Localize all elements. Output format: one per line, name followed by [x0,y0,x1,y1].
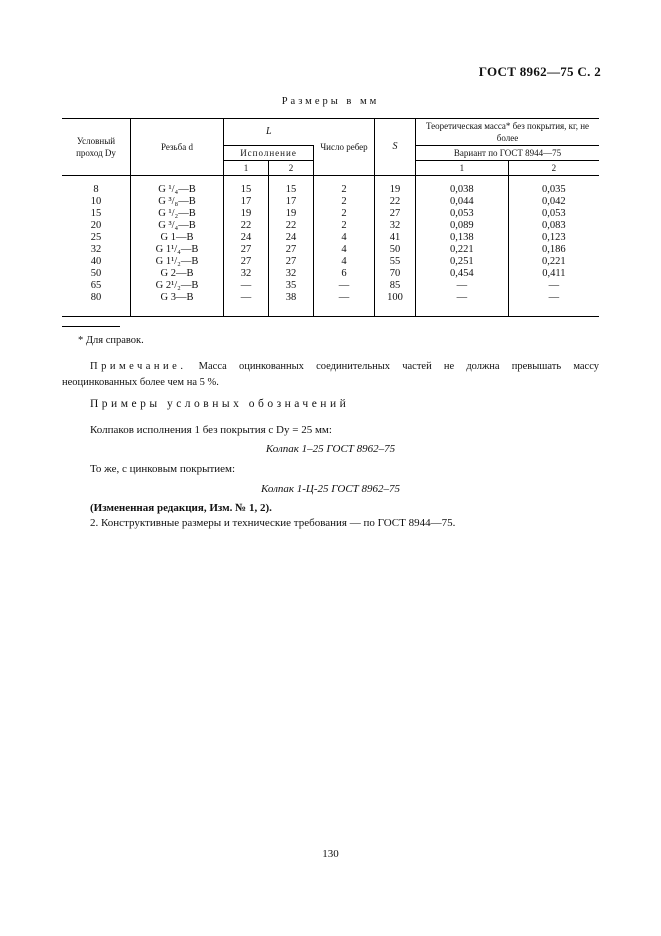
table-row [62,280,599,292]
cell-thread: G 3—B [131,292,224,317]
cell-mass-v1: — [416,292,509,317]
table-row [62,220,599,232]
cell-ribs: — [314,292,375,317]
cell-thread: G 2—B [131,268,224,280]
cell-isp1: 15 [224,176,269,197]
cell-ribs: 4 [314,256,375,268]
cell-mass-v2: 0,186 [542,244,566,255]
table-row [62,176,599,197]
note-label: Примечание. [90,361,187,372]
table-body [62,176,599,317]
col-header-thread: Резьба d [131,119,224,176]
cell-ribs: 4 [314,232,375,244]
cell-isp1: 32 [224,268,269,280]
cell-isp1: 27 [224,256,269,268]
cell-s: 100 [375,292,416,317]
cell-s: 19 [375,176,416,197]
table-caption: Размеры в мм [281,96,380,107]
cell-isp1: 17 [224,196,269,208]
table-row [62,232,599,244]
cell-thread: G ³/₄—B [131,220,224,232]
cell-s: 50 [375,244,416,256]
cell-dn: 8 [62,176,131,197]
cell-isp2: 27 [269,256,314,268]
item-2: 2. Конструктивные размеры и технические требования — по ГОСТ 8944—75. [90,517,456,529]
footnote: * Для справок. [78,335,144,346]
cell-ribs: 6 [314,268,375,280]
cell-dn: 65 [62,280,131,292]
example1-code: Колпак 1–25 ГОСТ 8962–75 [265,443,396,455]
cell-s: 22 [375,196,416,208]
example2-text: То же, с цинковым покрытием: [90,463,236,475]
table-row [62,208,599,220]
table-row [62,196,599,208]
table-row [62,244,599,256]
cell-mass-v2: 0,221 [542,256,566,267]
cell-isp1: 19 [224,208,269,220]
cell-ribs: 2 [314,208,375,220]
dimensions-table [62,118,599,317]
col-header-L: L [224,119,314,146]
cell-dn: 10 [62,196,131,208]
col-header-mass: Теоретическая масса* без покрытия, кг, не более [416,119,600,146]
cell-dn: 80 [62,292,131,317]
cell-thread: G ³/₈—B [131,196,224,208]
cell-isp1: — [224,292,269,317]
cell-mass-v2: 0,411 [542,268,566,279]
cell-isp1: 27 [224,244,269,256]
cell-mass-v2: 0,083 [542,220,566,231]
cell-thread: G ¹/₄—B [131,176,224,197]
col-header-isp1: 1 [224,161,269,176]
col-header-dn: Условный проход Dу [62,119,131,176]
col-header-s: S [375,119,416,176]
cell-dn: 32 [62,244,131,256]
cell-mass-v2: 0,035 [542,184,566,195]
cell-thread: G 1—B [131,232,224,244]
col-header-v2: 2 [508,161,599,176]
col-header-variant: Вариант по ГОСТ 8944—75 [416,146,600,161]
col-header-ribs: Число ребер [314,119,375,176]
col-header-isp2: 2 [269,161,314,176]
cell-s: 27 [375,208,416,220]
footnote-divider [62,326,120,327]
cell-ribs: 2 [314,220,375,232]
cell-s: 70 [375,268,416,280]
cell-mass-v2: 0,053 [542,208,566,219]
cell-mass-v2: 0,123 [542,232,566,243]
example1-text: Колпаков исполнения 1 без покрытия с Dу = 25 мм: [90,424,332,436]
cell-isp2: 17 [269,196,314,208]
cell-dn: 15 [62,208,131,220]
cell-mass-v1: 0,044 [416,196,509,208]
cell-mass-v1: — [416,280,509,292]
cell-s: 32 [375,220,416,232]
col-header-isp: Исполнение [224,146,314,161]
cell-isp1: 24 [224,232,269,244]
page-header: ГОСТ 8962—75 С. 2 [478,64,601,79]
cell-s: 55 [375,256,416,268]
cell-s: 85 [375,280,416,292]
cell-isp2: 15 [269,176,314,197]
cell-isp2: 22 [269,220,314,232]
cell-thread: G 1¹/₄—B [131,244,224,256]
cell-s: 41 [375,232,416,244]
examples-title: Примеры условных обозначений [90,398,350,410]
cell-isp2: 35 [269,280,314,292]
cell-mass-v2: — [548,280,560,291]
cell-isp2: 19 [269,208,314,220]
cell-mass-v1: 0,138 [416,232,509,244]
revision-note: (Измененная редакция, Изм. № 1, 2). [90,502,272,514]
cell-thread: G ¹/₂—B [131,208,224,220]
cell-dn: 20 [62,220,131,232]
cell-isp1: 22 [224,220,269,232]
cell-thread: G 1¹/₂—B [131,256,224,268]
cell-mass-v1: 0,038 [416,176,509,197]
cell-dn: 50 [62,268,131,280]
table-row [62,268,599,280]
cell-mass-v1: 0,454 [416,268,509,280]
cell-isp2: 38 [269,292,314,317]
note [62,359,599,391]
cell-mass-v2: 0,042 [542,196,566,207]
page-number: 130 [322,848,339,860]
cell-mass-v1: 0,221 [416,244,509,256]
cell-dn: 25 [62,232,131,244]
cell-isp1: — [224,280,269,292]
cell-ribs: 4 [314,244,375,256]
cell-mass-v1: 0,053 [416,208,509,220]
note-text: Масса оцинкованных соединительных частей не должна превышать массу неоцинкованных более чем на 5 %. [62,361,599,388]
example2-code: Колпак 1-Ц-25 ГОСТ 8962–75 [260,483,401,495]
table-row [62,292,599,317]
cell-ribs: 2 [314,196,375,208]
cell-mass-v1: 0,251 [416,256,509,268]
table-row [62,256,599,268]
cell-isp2: 24 [269,232,314,244]
cell-isp2: 27 [269,244,314,256]
cell-mass-v1: 0,089 [416,220,509,232]
cell-ribs: 2 [314,176,375,197]
cell-thread: G 2¹/₂—B [131,280,224,292]
cell-mass-v2: — [508,292,599,317]
cell-isp2: 32 [269,268,314,280]
cell-dn: 40 [62,256,131,268]
cell-ribs: — [314,280,375,292]
col-header-v1: 1 [416,161,509,176]
